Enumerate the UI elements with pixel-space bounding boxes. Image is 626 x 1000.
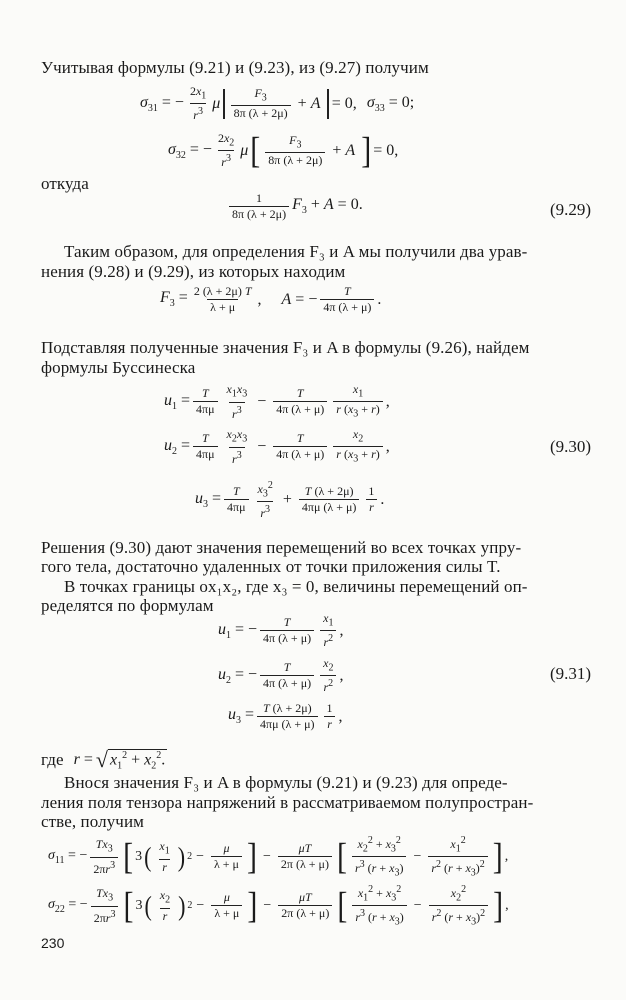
- equation-u3-boussinesq: $u_3$ = $\frac{T}{4\pi\mu}$ $\frac{x_3^2}{r^3}$ + $\frac{T (\lambda + 2\mu)}{4\pi\mu (\lambda + \mu)}$ $\frac{1}{r}$ .: [195, 480, 385, 521]
- equation-u1-boundary: $u_1$ = − $\frac{T}{4\pi (\lambda + \mu)}$ $\frac{x_1}{r^2}$ ,: [218, 611, 344, 650]
- page-number: 230: [41, 935, 65, 951]
- paragraph-text-line: гого тела, достаточно удаленных от точки приложения силы T.: [41, 557, 501, 576]
- paragraph-text-line: ределятся по формулам: [41, 596, 214, 615]
- equation-number-9-29: (9.29): [550, 200, 592, 219]
- paragraph-otkuda: откуда: [41, 174, 89, 193]
- paragraph-text-line: Решения (9.30) дают значения перемещений во всех точках упру-: [41, 538, 522, 557]
- equation-sigma31: $\sigma_{31}$ = − $\frac{2x_1}{r^3}$ μ $\frac{F_3}{8\pi (\lambda + 2\mu)}$ + A = 0, $\sigma_{33} = 0$;: [140, 84, 415, 123]
- equation-u3-boundary: $u_3$ = $\frac{T (\lambda + 2\mu)}{4\pi\mu (\lambda + \mu)}$ $\frac{1}{r}$ ,: [228, 701, 343, 731]
- equation-sigma32: $\sigma_{32}$ = − $\frac{2x_2}{r^3}$ μ [ $\frac{F_3}{8\pi (\lambda + 2\mu)}$ + A ] = 0,: [168, 129, 399, 171]
- paragraph-text-line: формулы Буссинеска: [41, 358, 196, 377]
- equation-r-definition: где r = √ $x_1^2 + x_2^2$.: [41, 747, 166, 772]
- equation-f3-a: $F_3$ = $\frac{2 (\lambda + 2\mu) T}{\lambda + \mu}$ , A = − $\frac{T}{4\pi (\lambda + \mu)}$ .: [160, 284, 382, 314]
- equation-u1-boussinesq: $u_1$ = $\frac{T}{4\pi\mu}$ $\frac{x_1x_3}{r^3}$ − $\frac{T}{4\pi (\lambda + \mu)}$ $\frac{x_1}{r (x_3 + r)}$ ,: [164, 382, 390, 421]
- paragraph-text-line: ления поля тензора напряжений в рассматриваемом полупростран-: [41, 793, 534, 812]
- paragraph-intro: Учитывая формулы (9.21) и (9.23), из (9.27) получим: [41, 58, 429, 77]
- paragraph-text-line: Внося значения F₃ и A в формулы (9.21) и (9.23) для опреде-: [64, 773, 508, 792]
- equation-number-9-31: (9.31): [550, 664, 592, 683]
- equation-9-29: $\frac{1}{8\pi (\lambda + 2\mu)}$ $F_3 + A = 0$.: [226, 192, 363, 221]
- equation-sigma11: $\sigma_{11}$ = − $\frac{Tx_3}{2\pi r^3}$ [ 3 ( $\frac{x_1}{r}$ ) 2 − $\frac{\mu}{\lambda + \mu}$ ] − $\frac{\mu T}{2\pi (\lambda + \mu)}$ [ $\frac{x_2^2 + x_3^2}{r^3 (r + x_3)}$ − $\frac{x_1^2}{r^2 (r + x_3)^2}$ ] ,: [48, 835, 509, 879]
- paragraph-text-line: нения (9.28) и (9.29), из которых находим: [41, 262, 346, 281]
- equation-u2-boundary: $u_2$ = − $\frac{T}{4\pi (\lambda + \mu)}$ $\frac{x_2}{r^2}$ ,: [218, 656, 344, 695]
- paragraph-text-line: Таким образом, для определения F₃ и A мы получили два урав-: [64, 242, 528, 261]
- paragraph-text-line: В точках границы ox₁x₂, где x₃ = 0, величины перемещений оп-: [64, 577, 528, 596]
- equation-sigma22: $\sigma_{22}$ = − $\frac{Tx_3}{2\pi r^3}$ [ 3 ( $\frac{x_2}{r}$ ) 2 − $\frac{\mu}{\lambda + \mu}$ ] − $\frac{\mu T}{2\pi (\lambda + \mu)}$ [ $\frac{x_1^2 + x_3^2}{r^3 (r + x_3)}$ − $\frac{x_2^2}{r^2 (r + x_3)^2}$ ] ,: [48, 884, 509, 928]
- where-label: где: [41, 750, 64, 769]
- paragraph-text-line: Подставляя полученные значения F₃ и A в формулы (9.26), найдем: [41, 338, 530, 357]
- paragraph-text-line: стве, получим: [41, 812, 145, 831]
- equation-u2-boussinesq: $u_2$ = $\frac{T}{4\pi\mu}$ $\frac{x_2x_3}{r^3}$ − $\frac{T}{4\pi (\lambda + \mu)}$ $\frac{x_2}{r (x_3 + r)}$ ,: [164, 427, 390, 466]
- equation-number-9-30: (9.30): [550, 437, 592, 456]
